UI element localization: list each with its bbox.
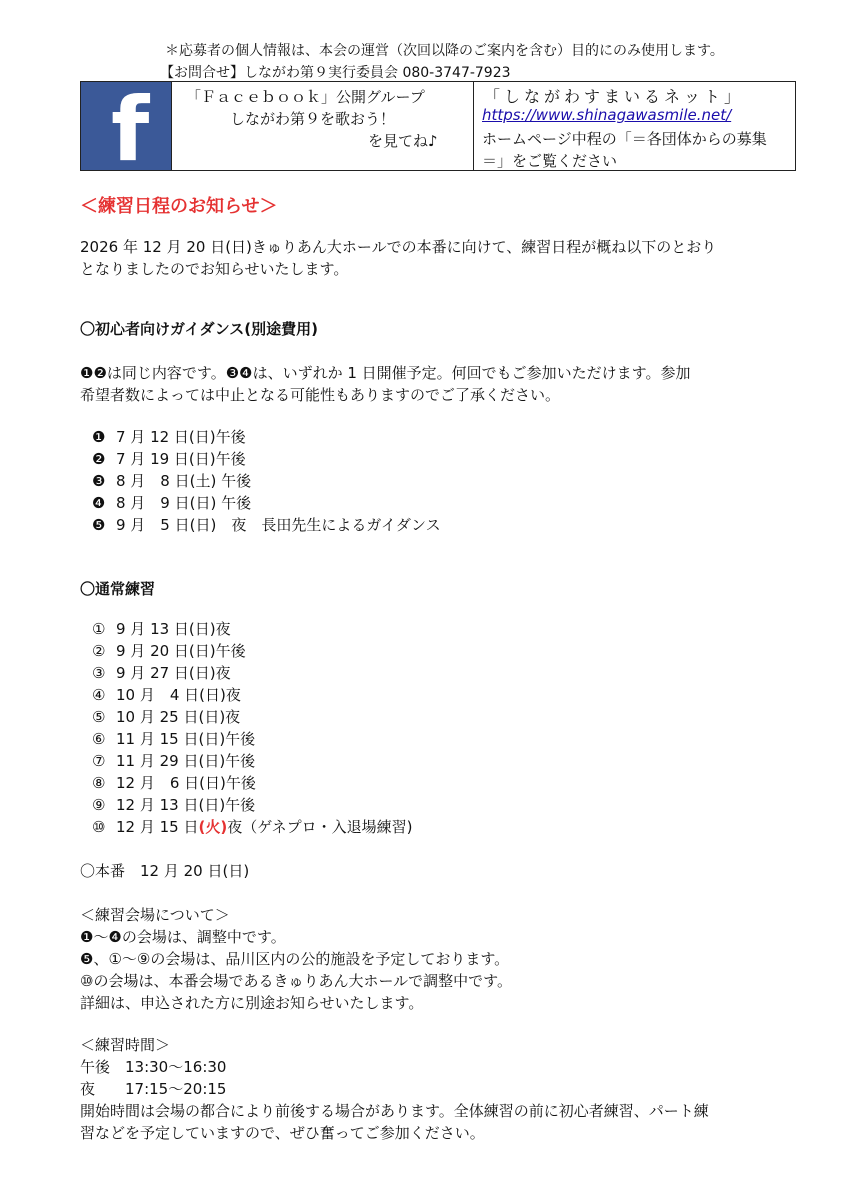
fb-line-1: 「Ｆａｃｅｂｏｏｋ」公開グループ [186,88,425,106]
performance-date: 〇本番 12 月 20 日(日) [80,862,250,880]
site-desc-2: ＝」をご覧ください [482,152,618,170]
list-item: ⑤ 10 月 25 日(日)夜 [92,708,241,726]
facebook-icon: f [81,82,171,170]
fb-line-2: しながわ第９を歌おう！ [230,110,396,128]
list-item: ⑦ 11 月 29 日(日)午後 [92,752,256,770]
guidance-heading: 〇初心者向けガイダンス(別途費用) [80,320,318,338]
intro-line-2: となりましたのでお知らせいたします。 [80,260,349,278]
list-item: ② 9 月 20 日(日)午後 [92,642,246,660]
list-item: ❷ 7 月 19 日(日)午後 [92,450,246,468]
venue-line-4: 詳細は、申込された方に別途お知らせいたします。 [80,994,424,1012]
time-heading: ＜練習時間＞ [80,1036,171,1054]
website-box [474,82,795,170]
regular-heading: 〇通常練習 [80,580,156,598]
list-item: ⑩ 12 月 15 日(火)夜（ゲネプロ・入退場練習) [92,818,413,836]
list-item: ❶ 7 月 12 日(日)午後 [92,428,246,446]
list-item: ⑨ 12 月 13 日(日)午後 [92,796,256,814]
venue-line-1: ❶～❹の会場は、調整中です。 [80,928,286,946]
site-title: 「しながわすまいるネット」 [484,87,745,106]
list-item: ① 9 月 13 日(日)夜 [92,620,231,638]
list-item: ⑥ 11 月 15 日(日)午後 [92,730,256,748]
time-line-1: 午後 13:30～16:30 [80,1058,227,1076]
facebook-group-box [171,82,474,170]
list-item: ❸ 8 月 8 日(土) 午後 [92,472,252,490]
venue-line-2: ❺、①～⑨の会場は、品川区内の公的施設を予定しております。 [80,950,510,968]
regular-list [92,618,412,838]
site-desc-1: ホームページ中程の「＝各団体からの募集 [482,130,767,148]
venue-heading: ＜練習会場について＞ [80,906,230,924]
list-item: ④ 10 月 4 日(日)夜 [92,686,241,704]
guidance-list [92,426,441,536]
weekday-highlight: (火) [198,818,228,836]
list-item: ❹ 8 月 9 日(日) 午後 [92,494,252,512]
fb-line-3: を見てね♪ [368,132,438,150]
page-title: ＜練習日程のお知らせ＞ [80,196,278,217]
guidance-note-1: ❶❷は同じ内容です。❸❹は、いずれか 1 日開催予定。何回でもご参加いただけます。参加 [80,364,691,382]
privacy-notice: ＊応募者の個人情報は、本会の運営（次回以降のご案内を含む）目的にのみ使用します。 [165,43,724,59]
list-item: ⑧ 12 月 6 日(日)午後 [92,774,256,792]
contact-info: 【お問合せ】しながわ第９実行委員会 080-3747-7923 [160,65,511,81]
guidance-note-2: 希望者数によっては中止となる可能性もありますのでご了承ください。 [80,386,561,404]
list-item: ❺ 9 月 5 日(日) 夜 長田先生によるガイダンス [92,516,441,534]
venue-line-3: ⑩の会場は、本番会場であるきゅりあん大ホールで調整中です。 [80,972,512,990]
intro-line-1: 2026 年 12 月 20 日(日)きゅりあん大ホールでの本番に向けて、練習日程が概ね以下のとおり [80,238,717,256]
time-line-4: 習などを予定していますので、ぜひ奮ってご参加ください。 [80,1124,485,1142]
time-line-2: 夜 17:15～20:15 [80,1080,227,1098]
site-url-link[interactable]: https://www.shinagawasmile.net/ [482,106,732,124]
list-item: ③ 9 月 27 日(日)夜 [92,664,231,682]
info-banner [80,78,796,181]
time-line-3: 開始時間は会場の都合により前後する場合があります。全体練習の前に初心者練習、パート練 [80,1102,709,1120]
